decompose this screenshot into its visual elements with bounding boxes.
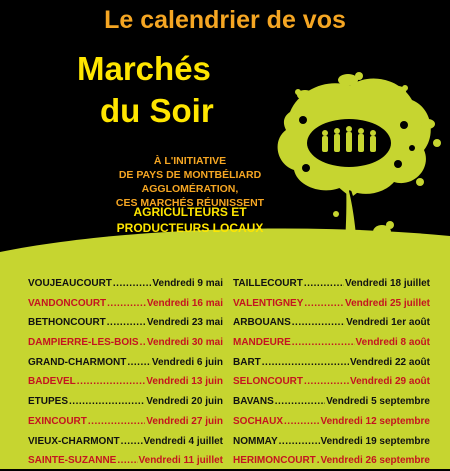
market-row — [233, 274, 430, 294]
dot-leader — [77, 372, 146, 392]
market-date: Vendredi 5 septembre — [326, 396, 430, 408]
market-row — [28, 313, 223, 333]
market-row — [28, 333, 223, 353]
market-date: Vendredi 29 août — [349, 376, 430, 388]
market-row — [233, 432, 430, 452]
market-town: GRAND-CHARMONT — [28, 356, 127, 368]
title-line-1: Marchés — [77, 50, 211, 87]
dot-leader — [304, 294, 344, 314]
market-date: Vendredi 22 août — [349, 356, 430, 368]
title-line-2: du Soir — [100, 92, 214, 129]
market-town: ARBOUANS — [233, 317, 291, 329]
market-town: TAILLECOURT — [233, 278, 303, 289]
market-town: EXINCOURT — [28, 415, 87, 427]
market-town: SOCHAUX — [233, 415, 284, 427]
market-row — [233, 451, 430, 471]
market-row — [233, 372, 430, 392]
market-date: Vendredi 23 mai — [146, 317, 223, 329]
market-date: Vendredi 19 septembre — [320, 435, 430, 447]
market-row — [28, 353, 223, 373]
dot-leader — [262, 353, 349, 373]
dot-leader — [107, 294, 146, 314]
dot-leader — [275, 392, 325, 412]
market-row — [233, 333, 430, 353]
dot-leader — [113, 274, 152, 294]
market-date: Vendredi 4 juillet — [143, 435, 223, 447]
dot-leader — [317, 451, 320, 471]
market-row — [28, 392, 223, 412]
intro-line: CES MARCHÉS RÉUNISSENT — [115, 197, 265, 209]
market-town: VOUJEAUCOURT — [28, 278, 112, 289]
market-row — [233, 412, 430, 432]
market-date: Vendredi 20 juin — [146, 396, 223, 408]
dot-leader — [304, 372, 349, 392]
dot-leader — [88, 412, 145, 432]
market-town: NOMMAY — [233, 435, 278, 447]
intro-highlight — [90, 204, 290, 236]
market-date: Vendredi 6 juin — [151, 356, 223, 368]
market-town: SAINTE-SUZANNE — [28, 455, 117, 467]
schedule-column-left — [28, 274, 223, 471]
dot-leader — [121, 432, 143, 452]
schedule-column-right — [233, 274, 430, 471]
market-date: Vendredi 12 septembre — [320, 415, 430, 427]
market-date: Vendredi 13 juin — [146, 376, 223, 388]
market-town: BAVANS — [233, 396, 274, 408]
market-town: ETUPES — [28, 396, 69, 408]
dot-leader — [107, 313, 146, 333]
dot-leader — [117, 451, 137, 471]
market-town: MANDEURE — [233, 337, 291, 349]
market-town: VALENTIGNEY — [233, 297, 304, 309]
dot-leader — [304, 274, 344, 294]
market-row — [28, 412, 223, 432]
dot-leader — [292, 333, 355, 353]
market-row — [233, 294, 430, 314]
market-row — [28, 451, 223, 471]
market-date: Vendredi 25 juillet — [344, 297, 430, 309]
dot-leader — [292, 313, 345, 333]
dot-leader — [279, 432, 320, 452]
intro-line: PRODUCTEURS LOCAUX — [116, 221, 264, 235]
market-row — [233, 353, 430, 373]
market-date: Vendredi 30 mai — [146, 337, 223, 349]
market-town: HERIMONCOURT — [233, 455, 316, 467]
market-town: DAMPIERRE-LES-BOIS — [28, 337, 139, 349]
market-town: BETHONCOURT — [28, 317, 106, 329]
market-date: Vendredi 1er août — [346, 317, 430, 329]
market-date: Vendredi 27 juin — [146, 415, 223, 427]
market-date: Vendredi 9 mai — [152, 278, 223, 289]
market-town: BART — [233, 356, 261, 368]
market-town: VIEUX-CHARMONT — [28, 435, 120, 447]
intro-line: DE PAYS DE MONTBÉLIARD AGGLOMÉRATION, — [118, 169, 262, 195]
intro-line: À L'INITIATIVE — [153, 155, 227, 167]
market-town: VANDONCOURT — [28, 297, 107, 309]
market-row — [28, 372, 223, 392]
market-date: Vendredi 26 septembre — [320, 455, 430, 467]
dot-leader — [284, 412, 319, 432]
market-town: SELONCOURT — [233, 376, 303, 388]
market-date: Vendredi 18 juillet — [344, 278, 430, 289]
dot-leader — [140, 333, 146, 353]
market-row — [28, 274, 223, 294]
market-row — [233, 392, 430, 412]
dot-leader — [69, 392, 145, 412]
dot-leader — [127, 353, 151, 373]
intro-line: AGRICULTEURS ET — [133, 205, 247, 219]
pre-title: Le calendrier de vos — [104, 6, 346, 34]
market-row — [28, 294, 223, 314]
market-date: Vendredi 11 juillet — [138, 455, 223, 467]
intro-text — [90, 154, 290, 210]
market-town: BADEVEL — [28, 376, 76, 388]
market-row — [233, 313, 430, 333]
market-row — [28, 432, 223, 452]
market-date: Vendredi 16 mai — [146, 297, 223, 309]
market-date: Vendredi 8 août — [355, 337, 430, 349]
